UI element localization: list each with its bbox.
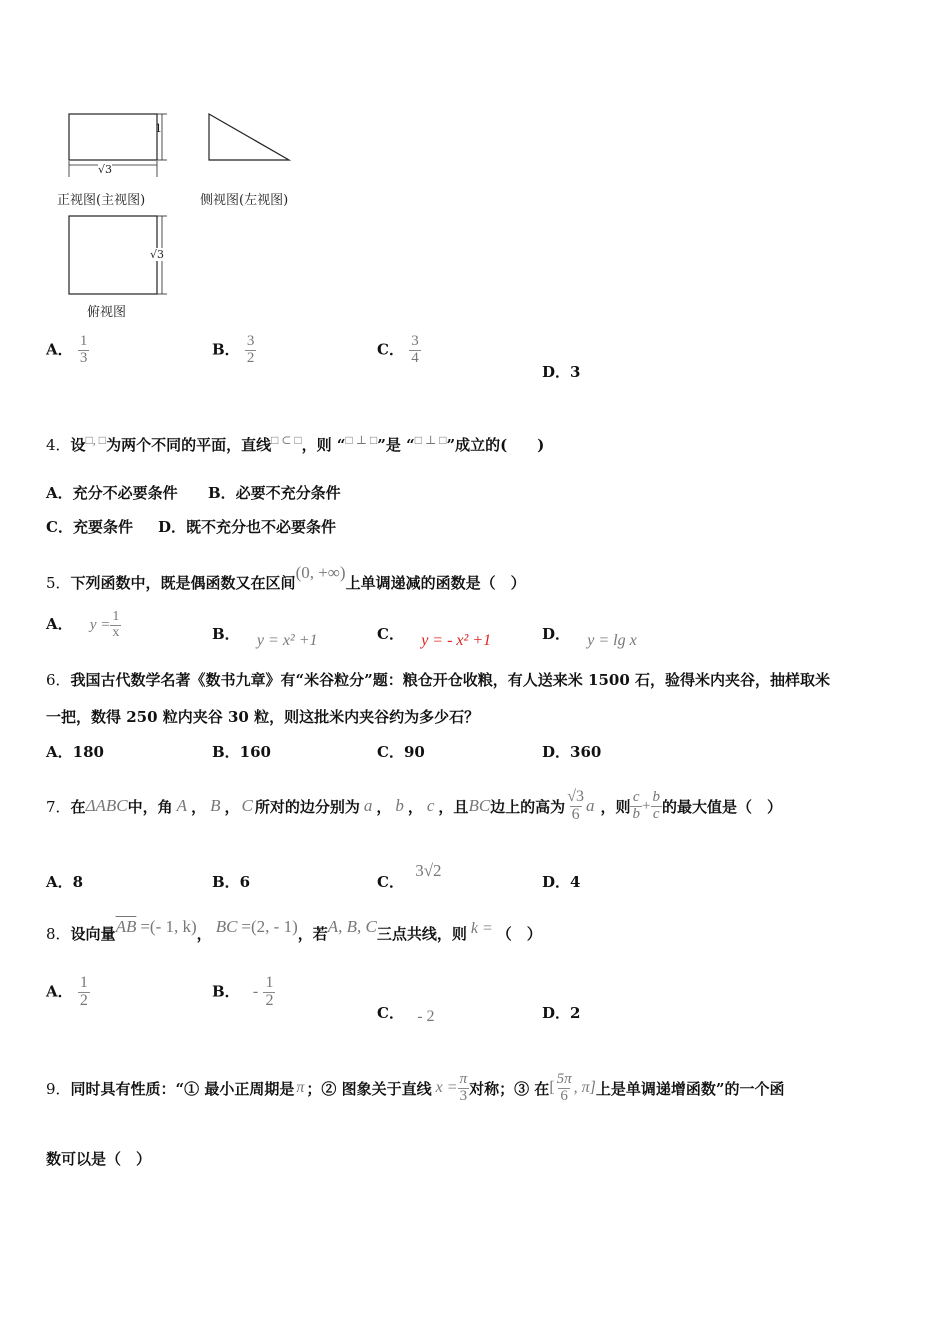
q3-option-b[interactable]: B． $\frac{3}{2}$ — [212, 333, 255, 366]
q7-option-a[interactable]: A．8 — [46, 873, 84, 891]
q3-option-a[interactable]: A． $\frac{1}{3}$ — [46, 333, 88, 366]
top-view-rect — [69, 216, 157, 294]
q3-option-c[interactable]: C． $\frac{3}{4}$ — [377, 333, 419, 366]
three-view-figure — [55, 105, 315, 320]
q5-option-d[interactable]: D． y = lg x — [542, 625, 637, 649]
q9-stem-line2: 数可以是（ ） — [46, 1150, 152, 1168]
q8-option-d[interactable]: D．2 — [542, 1004, 581, 1022]
q6-option-c[interactable]: C．90 — [377, 743, 425, 761]
q5-option-c[interactable]: C． y = - x² +1 — [377, 625, 492, 649]
q4-option-b[interactable]: B．必要不充分条件 — [208, 484, 341, 502]
q6-stem-line2: 一把，数得 250 粒内夹谷 30 粒，则这批米内夹谷约为多少石？ — [46, 708, 480, 726]
side-view-triangle — [209, 114, 289, 160]
q8-option-c[interactable]: C． - 2 — [377, 1004, 435, 1025]
q3-option-d[interactable]: D．3 — [542, 363, 581, 381]
q4-option-d[interactable]: D．既不充分也不必要条件 — [158, 518, 337, 536]
q3-a-fraction: $\frac{1}{3}$ — [79, 333, 88, 366]
q6-option-a[interactable]: A．180 — [46, 743, 104, 761]
dim-sqrt3-right: √3 — [150, 248, 165, 261]
q7-option-b[interactable]: B．6 — [212, 873, 251, 891]
q3-c-fraction: $\frac{3}{4}$ — [411, 333, 419, 366]
q7-option-c[interactable]: C． 3√2 — [377, 861, 442, 891]
q7-stem: 7． 在 ΔABC 中，角 A ， B ， C 所对的边分别为 a ， b ， c ，且 BC 边上的高为 $\frac{√3}{6}$ a ，则 $\frac{c}{b}$ + $\frac{b}{c}$ 的最大值是（ ） — [46, 787, 782, 823]
q5-interval: (0, +∞) — [295, 563, 346, 582]
q4-stem: 4．设□, □为两个不同的平面，直线□ ⊂ □，则 “□ ⊥ □”是 “□ ⊥ □”成立的( ) — [46, 433, 545, 454]
q7-option-d[interactable]: D．4 — [542, 873, 581, 891]
q8-option-a[interactable]: A． $\frac{1}{2}$ — [46, 974, 88, 1009]
q7-height-fraction: $\frac{√3}{6}$ — [567, 787, 584, 823]
front-view-label: 正视图(主视图) — [57, 193, 146, 208]
top-view-label: 俯视图 — [87, 305, 127, 320]
dim-one: 1 — [155, 122, 162, 135]
dim-sqrt3-bottom: √3 — [98, 163, 113, 176]
q6-stem-line1: 6．我国古代数学名著《数书九章》有“米谷粒分”题：粮仓开仓收粮，有人送来米 1500 石，验得米内夹谷，抽样取米 — [46, 671, 831, 689]
q8-stem: 8． 设向量 $\overline{AB}$ =(- 1, k) ， BC =(2, - 1) ，若 A, B, C 三点共线，则 k = （ ） — [46, 917, 542, 943]
q9-stem-line1: 9． 同时具有性质：“① 最小正周期是 π ；② 图象关于直线 x = $\frac{\pi}{3}$ 对称；③ 在 [ $\frac{5\pi}{6}$ , π] 上是单调递增函数”的一个函 — [46, 1070, 785, 1104]
q5-stem: 5．下列函数中，既是偶函数又在区间(0, +∞)上单调递减的函数是（ ） — [46, 563, 526, 592]
q5-option-a[interactable]: A． y = $\frac{1}{x}$ — [46, 609, 120, 640]
q5-option-b[interactable]: B． y = x² +1 — [212, 625, 318, 649]
side-view-label: 侧视图(左视图) — [200, 193, 289, 208]
front-view-rect — [69, 114, 157, 160]
q3-b-fraction: $\frac{3}{2}$ — [246, 333, 255, 366]
q6-option-b[interactable]: B．160 — [212, 743, 271, 761]
q4-option-c[interactable]: C．充要条件 — [46, 518, 133, 536]
q8-option-b[interactable]: B． - $\frac{1}{2}$ — [212, 974, 274, 1009]
q4-option-a[interactable]: A．充分不必要条件 — [46, 484, 178, 502]
q6-option-d[interactable]: D．360 — [542, 743, 602, 761]
